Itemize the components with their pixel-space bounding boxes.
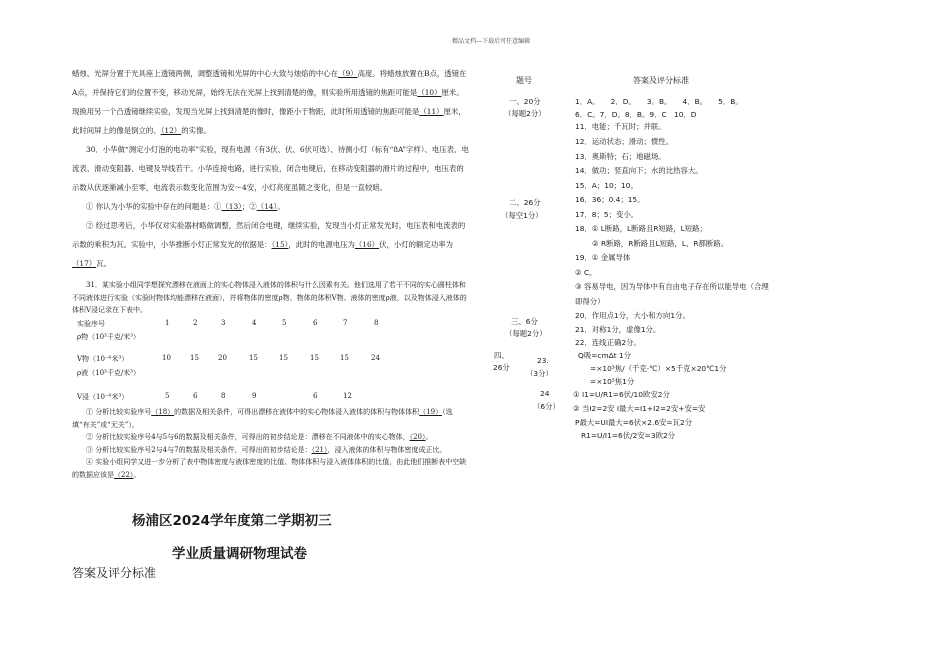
blank-15: （15） — [271, 240, 289, 249]
blank-20: （20） — [409, 433, 426, 442]
question-30: 30．小华做“测定小灯泡的电功率”实验，现有电源（有3伏、伏、6伏可选）、待测小灯（标有“8A”字样）、电压表、电流表、滑动变阻器、电键及导线若干。小华连接电路，进行实验，闭合电键后，在移动变阻器的滑片的过程中，电压表的示数从伏逐渐减小至零，电流表示数变化范围为安～4安，小灯亮度虽随之变化，但是一直较暗。 ① 你认为小华的实验中存在的问题是：①（13）；②（14）。 ② 经过思考后，小华仅对实验器材略做调整，然后闭合电键，继续实验，发现当小灯正常发光时，电压表和电流表的示数的乘积为瓦。实验中，小华推断小灯正常发光的依据是：（15），此时的电源电压为（16）伏，小灯的额定功率为（17）瓦。 — [72, 145, 469, 268]
answer-line: ② R断路，R断路且L短路，L、R都断路。 — [592, 239, 729, 248]
section-2-note: （每空1分） — [501, 211, 543, 220]
answer-line: 13．奥斯特；石；地磁场。 — [575, 152, 666, 161]
answer-line: 14．做功；竖直向下；水的比热容大。 — [575, 166, 703, 175]
answer-line: R1=U/I1=6伏/2安=3欧2分 — [581, 431, 676, 440]
answer-line: 22．连线正确2分。 — [575, 338, 641, 347]
section-1-label: 一、20分 — [509, 97, 541, 106]
answer-line: 6．C。7．D。8．B。9．C 10．D — [575, 110, 697, 119]
answer-line: ② C。 — [575, 268, 597, 277]
answer-line: 15．A；10；10。 — [575, 181, 638, 190]
answer-line: 18．① L断路，L断路且R短路，L短路； — [575, 224, 707, 233]
question-23-label: 23. — [537, 356, 549, 365]
answer-line: 即得分） — [575, 297, 605, 306]
blank-14: （14） — [256, 202, 278, 211]
blank-18: （18） — [151, 408, 175, 416]
blank-21: （21） — [311, 445, 328, 454]
answer-line: 19．① 金属导体 — [575, 253, 631, 262]
section-3-note: （每题2分） — [505, 329, 547, 338]
table-row: ρ物（10³千克/米³） — [77, 333, 140, 341]
answer-line: 17．8；5；变小。 — [575, 210, 639, 219]
question-23-score: （3分） — [526, 369, 553, 378]
answer-line: Q吸=cmΔt 1分 — [578, 351, 632, 360]
section-3-label: 三、6分 — [511, 317, 538, 326]
answer-line: 1．A。 2．D。 3．B。 4．B。 5．B。 — [575, 97, 743, 106]
blank-11: （11） — [419, 107, 444, 116]
column-header-number: 题号 — [516, 76, 532, 85]
question-31-parts: ① 分析比较实验序号（18）的数据及相关条件，可得出漂移在液体中的实心物体浸入液体的体积与物体体积（19）（选填“有关”或“无关”）。 ② 分析比较实验序号4与5与6的数据及相关条件，可得出的初步结论是：漂移在不同液体中的实心物体，（20）。 ③ 分析比较实验序号2与4与7的数据及相关条件，可得出的初步结论是：（21），浸入液体的体积与物体密度成正比。 ④ 实验小组同学又进一步分析了表中物体密度与液体密度的比值、物体体积与浸入液体体积的比值，由此他们推断表中空缺的数据应该是（22）。 — [72, 408, 467, 479]
question-31: 31．某实验小组同学想探究漂移在液面上的实心物体浸入液体的体积与什么因素有关。他们选用了若干不同的实心圆柱体和不同液体进行实验（实验时物体均能漂移在液面），并将物体的密度ρ物、物体的体积V物、液体的密度ρ液，以及物体浸入液体的体积V浸记录在下表中。 — [72, 281, 467, 314]
answer-heading: 答案及评分标准 — [72, 566, 157, 580]
blank-13: （13） — [221, 202, 242, 211]
answer-line: 12．运动状态；滑动；惯性。 — [575, 137, 674, 146]
page-header: 精品文档---下载后可任意编辑 — [452, 38, 531, 45]
answer-line: 16．36；0.4；15。 — [575, 195, 645, 204]
section-4-label: 四、 — [494, 351, 509, 360]
answer-line: 20．作用点1分，大小和方向1分。 — [575, 311, 690, 320]
answer-line: =×10⁵焦1分 — [590, 377, 635, 386]
blank-17: （17） — [72, 259, 97, 268]
table-row: ρ液（10³千克/米³） — [77, 369, 140, 377]
answer-line: ② 当I2=2安 I最大=I1+I2=2安+安=安 — [573, 404, 706, 413]
question-24-score: （6分） — [533, 402, 560, 411]
blank-9: （9） — [338, 69, 358, 78]
section-1-note: （每题2分） — [504, 109, 546, 118]
blank-22: （22） — [114, 470, 134, 479]
exam-subtitle: 学业质量调研物理试卷 — [172, 546, 307, 562]
answer-line: ① I1=U/R1=6伏/10欧安2分 — [573, 390, 670, 399]
section-2-label: 二、26分 — [509, 198, 541, 207]
exam-title: 杨浦区2024学年度第二学期初三 — [132, 513, 332, 529]
blank-16: （16） — [354, 240, 380, 249]
column-header-answer: 答案及评分标准 — [633, 76, 689, 85]
answer-line: P最大=UI最大=6伏×2.6安=瓦2分 — [575, 418, 693, 427]
blank-12: （12） — [160, 126, 182, 135]
question-29-tail: 蜡烛、光屏分置于光具座上透镜两侧，调整透镜和光屏的中心大致与烛焰的中心在（9）高度。将蜡烛放置在B点，透镜在A点，并保持它们的位置不变，移动光屏，始终无法在光屏上找到清楚的像，则实验所用透镜的焦距可能是（10）厘米。现换用另一个凸透镜继续实验，发现当光屏上找到清楚的像时，像距小于物距，此时所用透镜的焦距可能是（11）厘米，此时间屏上的像是倒立的、（12）的实像。 — [72, 69, 467, 135]
answer-line: =×10³焦/（千克·℃）×5千克×20℃1分 — [590, 364, 727, 373]
answer-line: ③ 容易导电，因为导体中有自由电子存在所以能导电（合理 — [575, 282, 769, 291]
answer-line: 11．电能；千瓦时；并联。 — [575, 122, 666, 131]
answer-line: 21．对称1分，虚像1分。 — [575, 325, 661, 334]
blank-10: （10） — [417, 88, 442, 97]
section-4-score: 26分 — [493, 363, 510, 372]
blank-19: （19） — [419, 408, 443, 416]
question-24-label: 24 — [540, 389, 550, 398]
